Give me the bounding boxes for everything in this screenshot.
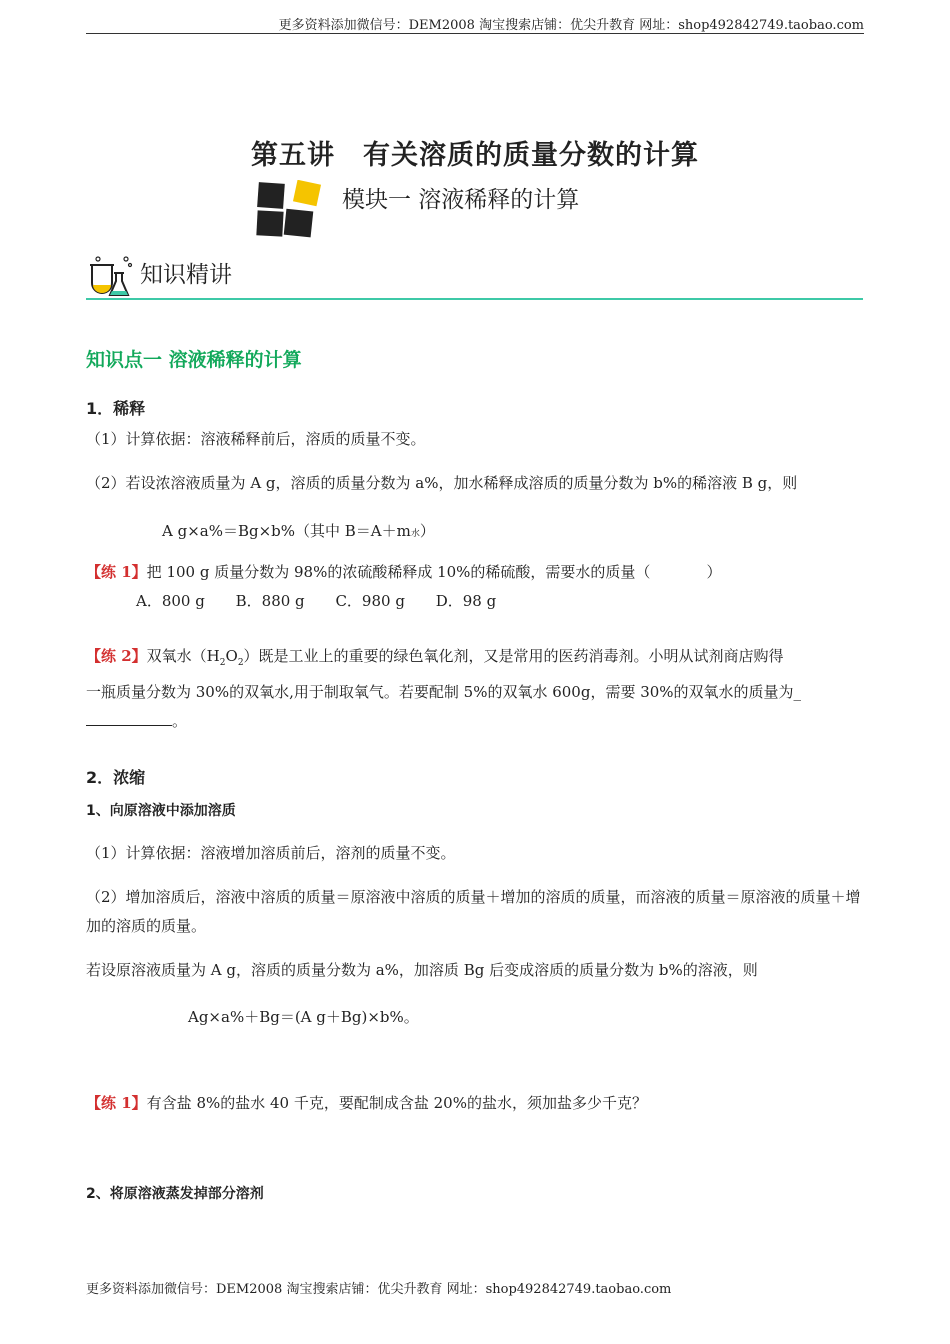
- concentrate-setup: 若设原溶液质量为 A g，溶质的质量分数为 a%，加溶质 Bg 后变成溶质的质量分数为 b%的溶液，则: [86, 961, 758, 979]
- exercise-tag: 【练 2】: [86, 647, 147, 665]
- concentrate-sub-2: 2、将原溶液蒸发掉部分溶剂: [86, 1186, 264, 1202]
- lab-flask-icon: [86, 253, 134, 299]
- option-a[interactable]: A．800 g: [136, 592, 205, 610]
- concentrate-heading: 2．浓缩: [86, 768, 146, 787]
- exercise-1-options: [136, 590, 522, 611]
- section-divider: [86, 298, 863, 300]
- option-c[interactable]: C．980 g: [335, 592, 405, 610]
- exercise-1: 【练 1】把 100 g 质量分数为 98%的浓硫酸稀释成 10%的稀硫酸，需要水的质量（ ）: [86, 563, 722, 581]
- concentrate-sub-1: 1、向原溶液中添加溶质: [86, 803, 236, 819]
- page-footer: 更多资料添加微信号：DEM2008 淘宝搜索店铺：优尖升教育 网址：shop492842749.taobao.com: [86, 1282, 672, 1297]
- concentrate-explanation: （2）增加溶质后，溶液中溶质的质量＝原溶液中溶质的质量＋增加的溶质的质量，而溶液的质量＝原溶液的质量＋增加的溶质的质量。: [86, 888, 861, 935]
- concentrate-formula: Ag×a%＋Bg＝(A g＋Bg)×b%。: [188, 1008, 419, 1026]
- exercise-3: 【练 1】有含盐 8%的盐水 40 千克，要配制成含盐 20%的盐水，须加盐多少千克？: [86, 1094, 647, 1112]
- option-b[interactable]: B．880 g: [235, 592, 305, 610]
- knowledge-point-title: 知识点一 溶液稀释的计算: [86, 349, 302, 371]
- concentrate-basis: （1）计算依据：溶液增加溶质前后，溶剂的质量不变。: [86, 844, 456, 862]
- dilution-basis: （1）计算依据：溶液稀释前后，溶质的质量不变。: [86, 430, 426, 448]
- page-header: 更多资料添加微信号：DEM2008 淘宝搜索店铺：优尖升教育 网址：shop492842749.taobao.com: [278, 18, 864, 33]
- header-divider: [86, 33, 864, 34]
- exercise-2: 【练 2】双氧水$(H_2O_2)$既是工业上的重要的绿色氧化剂，又是常用的医药消毒剂。小明从试剂商店购得 一瓶质量分数为 30%的双氧水,用于制取氧气。若要配制 5%的双氧水 600g，需要 30%的双氧水的质量为_ 。: [86, 647, 802, 730]
- section-title-knowledge: 知识精讲: [140, 262, 232, 288]
- answer-blank[interactable]: [86, 711, 172, 726]
- page-title: 第五讲 有关溶质的质量分数的计算: [251, 140, 699, 171]
- exercise-tag: 【练 1】: [86, 563, 147, 581]
- dilution-setup: （2）若设浓溶液质量为 A g，溶质的质量分数为 a%，加水稀释成溶质的质量分数为 b%的稀溶液 B g，则: [86, 474, 798, 492]
- option-d[interactable]: D．98 g: [435, 592, 497, 610]
- dilution-formula: A g×a%＝Bg×b%（其中 B＝A＋m水）: [162, 522, 435, 540]
- module-title: 模块一 溶液稀释的计算: [342, 187, 580, 213]
- dilution-heading: 1．稀释: [86, 399, 146, 418]
- module-blocks-icon: [255, 180, 327, 240]
- exercise-tag: 【练 1】: [86, 1094, 147, 1112]
